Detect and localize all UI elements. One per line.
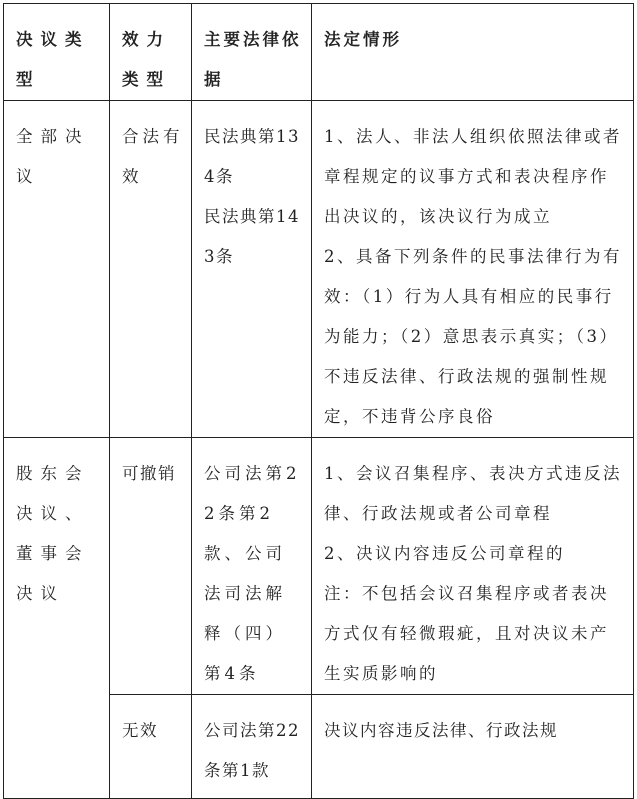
- row3-effect-cell: [110, 695, 192, 799]
- row1-circ-1: 1、法人、非法人组织依照法律或者章程规定的议事方式和表决程序作出决议的，该决议行为成立: [324, 127, 622, 226]
- row1-basis-1: 民法典第134条: [204, 127, 300, 186]
- table-row: [4, 438, 634, 695]
- row3-basis: 公司法第22条第1款: [204, 721, 300, 780]
- row1-circumstances: [312, 101, 633, 437]
- row2-effect-cell: [110, 438, 192, 695]
- row2-effect: 可撤销: [122, 464, 176, 483]
- row2-basis: 公司法第22条第2款、公司法司法解释（四）第4条: [204, 464, 301, 683]
- row1-type: 全部决议: [16, 127, 90, 186]
- row3-basis-cell: [192, 695, 312, 799]
- row2-type: 股东会决议、董事会决议: [16, 464, 90, 603]
- header-basis: 主要法律依据: [204, 30, 302, 89]
- row1-circ-2: 2、具备下列条件的民事法律行为有效：（1）行为人具有相应的民事行为能力；（2）意思表示真实；（3）不违反法律、行政法规的强制性规定，不违背公序良俗: [324, 247, 622, 426]
- row3-effect: 无效: [122, 721, 158, 740]
- row2-circ-2: 2、决议内容违反公司章程的: [324, 544, 565, 563]
- row1-circumstances-cell: [312, 101, 634, 438]
- row1-type-cell: [4, 101, 110, 438]
- row2-basis-cell: [192, 438, 312, 695]
- header-cell-type: [4, 4, 110, 101]
- row1-effect-cell: [110, 101, 192, 438]
- header-effect: 效力类型: [122, 30, 171, 89]
- row2-circumstances: [312, 438, 633, 694]
- resolution-table: [3, 3, 634, 799]
- header-cell-basis: [192, 4, 312, 101]
- header-cell-effect: [110, 4, 192, 101]
- row2-circumstances-cell: [312, 438, 634, 695]
- row1-basis-cell: [192, 101, 312, 438]
- header-type: 决议类型: [16, 30, 90, 89]
- row2-circ-note: 注：不包括会议召集程序或者表决方式仅有轻微瑕疵，且对决议未产生实质影响的: [324, 584, 609, 683]
- header-row: [4, 4, 634, 101]
- row1-effect: 合法有效: [122, 127, 184, 186]
- row1-basis: [192, 101, 311, 277]
- row2-circ-1: 1、会议召集程序、表决方式违反法律、行政法规或者公司章程: [324, 464, 622, 523]
- table-row: [4, 101, 634, 438]
- row1-basis-2: 民法典第143条: [204, 207, 300, 266]
- row3-circumstances: 决议内容违反法律、行政法规: [324, 721, 558, 740]
- header-circumstances: 法定情形: [324, 30, 402, 49]
- header-cell-circumstances: [312, 4, 634, 101]
- row3-circumstances-cell: [312, 695, 634, 799]
- row2-type-cell: [4, 438, 110, 799]
